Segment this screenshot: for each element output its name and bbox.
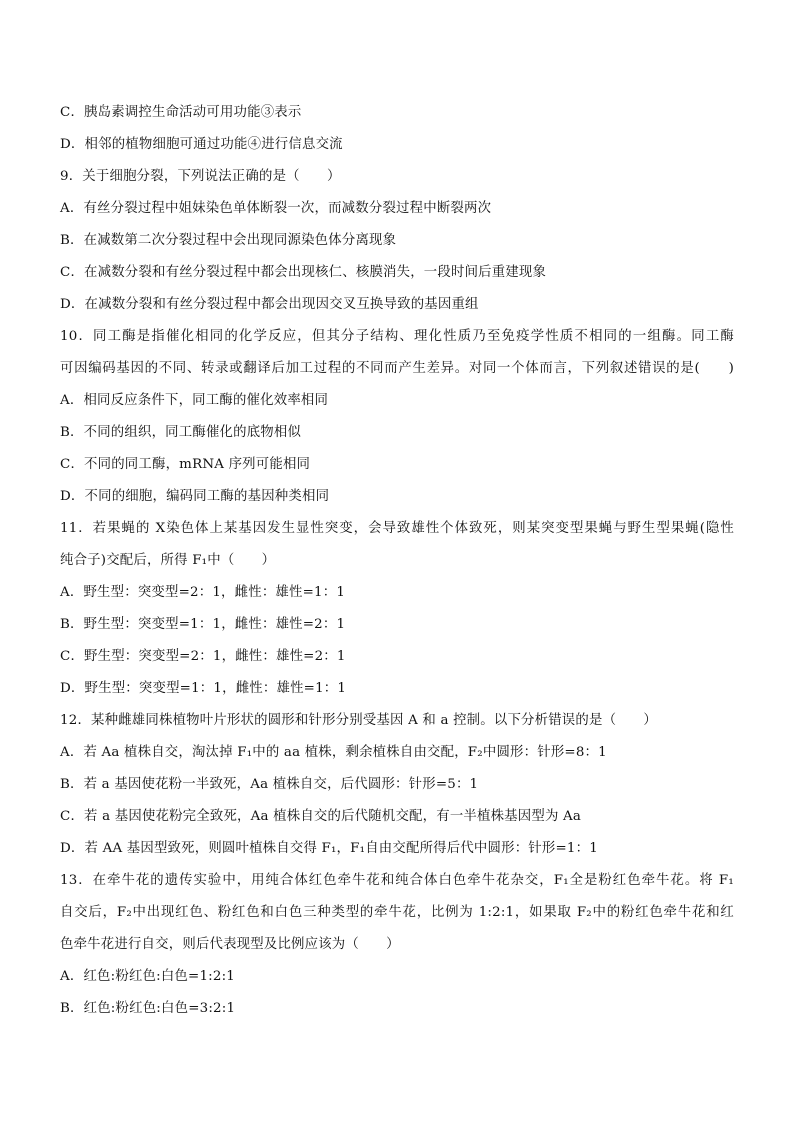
q12-option-d: D．若 AA 基因型致死，则圆叶植株自交得 F₁，F₁自由交配所得后代中圆形：针形=1：1: [60, 841, 598, 856]
q13-stem-line-1: 13．在牵牛花的遗传实验中，用纯合体红色牵牛花和纯合体白色牵牛花杂交，F₁全是粉红色牵牛花。将 F₁: [60, 873, 734, 888]
q9-option-d: D．在减数分裂和有丝分裂过程中都会出现因交叉互换导致的基因重组: [60, 297, 479, 312]
q8-option-c: C．胰岛素调控生命活动可用功能③表示: [60, 105, 302, 120]
q11-option-a: A．野生型：突变型=2：1，雌性：雄性=1：1: [60, 585, 346, 600]
q10-option-c: C．不同的同工酶，mRNA 序列可能相同: [60, 457, 311, 472]
q12-option-a: A．若 Aa 植株自交，淘汰掉 F₁中的 aa 植株，剩余植株自由交配，F₂中圆形：针形=8：1: [60, 745, 607, 760]
q10-stem-line-2: 可因编码基因的不同、转录或翻译后加工过程的不同而产生差异。对同一个体而言，下列叙述错误的是( ): [60, 361, 734, 376]
q11-stem-line-2: 纯合子)交配后，所得 F₁中（ ）: [60, 553, 276, 568]
q13-stem-line-2: 自交后，F₂中出现红色、粉红色和白色三种类型的牵牛花，比例为 1:2:1，如果取 F₂中的粉红色牵牛花和红: [60, 905, 734, 920]
q13-option-b: B．红色:粉红色:白色=3:2:1: [60, 1001, 236, 1016]
q13-option-a: A．红色:粉红色:白色=1:2:1: [60, 969, 236, 984]
q13-stem-line-3: 色牵牛花进行自交，则后代表现型及比例应该为（ ）: [60, 937, 400, 952]
q11-option-d: D．野生型：突变型=1：1，雌性：雄性=1：1: [60, 681, 347, 696]
q11-option-c: C．野生型：突变型=2：1，雌性：雄性=2：1: [60, 649, 346, 664]
q9-option-b: B．在减数第二次分裂过程中会出现同源染色体分离现象: [60, 233, 397, 248]
q10-option-b: B．不同的组织，同工酶催化的底物相似: [60, 425, 302, 440]
q9-option-a: A．有丝分裂过程中姐妹染色单体断裂一次，而减数分裂过程中断裂两次: [60, 201, 492, 216]
q10-option-d: D．不同的细胞，编码同工酶的基因种类相同: [60, 489, 330, 504]
q10-stem-line-1: 10．同工酶是指催化相同的化学反应，但其分子结构、理化性质乃至免疫学性质不相同的一组酶。同工酶: [60, 329, 734, 344]
q11-option-b: B．野生型：突变型=1：1，雌性：雄性=2：1: [60, 617, 346, 632]
q8-option-d: D．相邻的植物细胞可通过功能④进行信息交流: [60, 137, 343, 152]
q9-option-c: C．在减数分裂和有丝分裂过程中都会出现核仁、核膜消失，一段时间后重建现象: [60, 265, 547, 280]
q12-option-c: C．若 a 基因使花粉完全致死，Aa 植株自交的后代随机交配，有一半植株基因型为 Aa: [60, 809, 582, 824]
q12-stem: 12．某种雌雄同株植物叶片形状的圆形和针形分别受基因 A 和 a 控制。以下分析错误的是（ ）: [60, 713, 657, 728]
q9-stem: 9．关于细胞分裂，下列说法正确的是（ ）: [60, 169, 341, 184]
q12-option-b: B．若 a 基因使花粉一半致死，Aa 植株自交，后代圆形：针形=5：1: [60, 777, 479, 792]
q11-stem-line-1: 11．若果蝇的 X染色体上某基因发生显性突变，会导致雄性个体致死，则某突变型果蝇与野生型果蝇(隐性: [60, 521, 734, 536]
q10-option-a: A．相同反应条件下，同工酶的催化效率相同: [60, 393, 329, 408]
